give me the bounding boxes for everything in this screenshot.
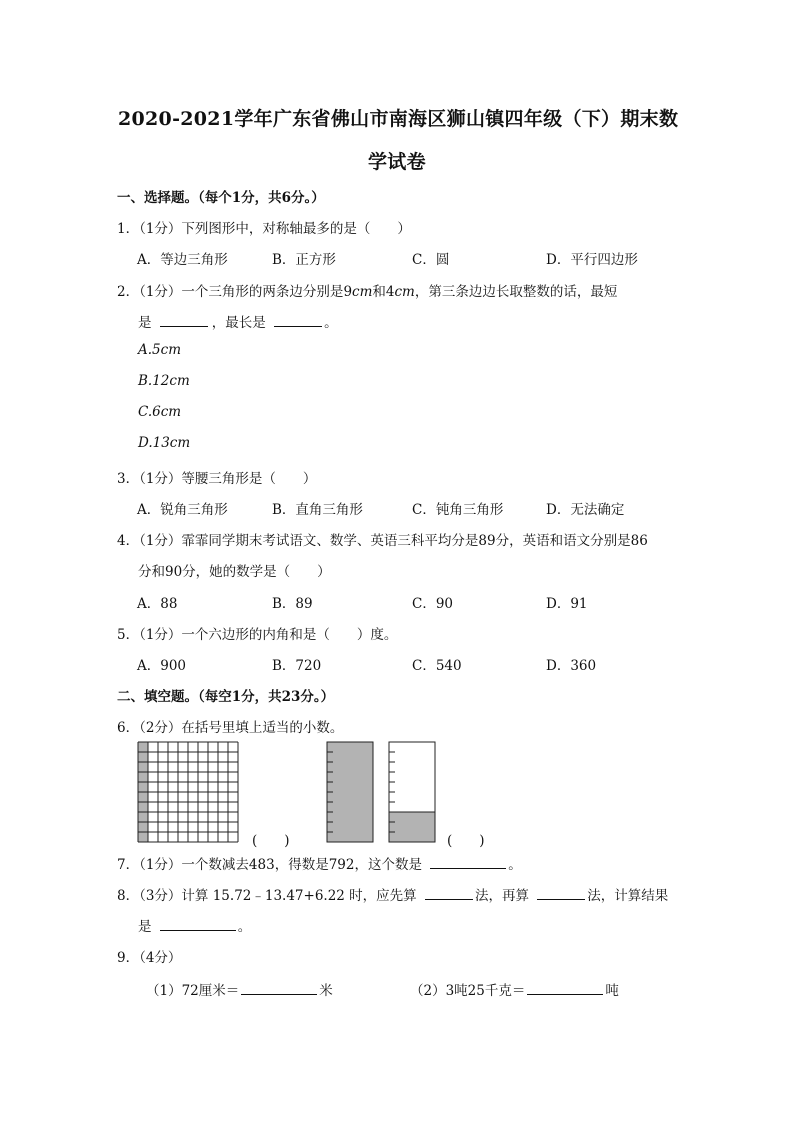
q2-option-a: A.5cm — [138, 342, 181, 358]
q5-option-b: B．720 — [272, 658, 322, 674]
q2-stem-start: 2．（1分）一个三角形的两条边分别是 — [117, 284, 344, 300]
page-title-line-1: 2020-2021学年广东省佛山市南海区狮山镇四年级（下）期末数 — [118, 108, 679, 130]
q4-option-b: B．89 — [272, 596, 313, 612]
q7-end: 。 — [508, 857, 522, 873]
question-4-line-1: 4．（1分）霏霏同学期末考试语文、数学、英语三科平均分是89分，英语和语文分别是86 — [117, 533, 648, 549]
q8-blank-first-op[interactable] — [425, 885, 473, 900]
q4-option-d: D．91 — [546, 596, 588, 612]
q3-option-c: C．钝角三角形 — [412, 502, 504, 518]
q5-option-a: A．900 — [137, 658, 187, 674]
question-2-stem — [117, 280, 617, 300]
question-3-stem: 3．（1分）等腰三角形是（ ） — [117, 471, 317, 487]
section-heading-choice: 一、选择题。（每个1分，共6分。） — [117, 190, 325, 206]
question-4-line-2: 分和90分，她的数学是（ ） — [138, 564, 331, 580]
q2-unit-1: cm — [352, 284, 373, 300]
q2-line2-end: 。 — [324, 315, 338, 331]
question-9-stem: 9．（4分） — [117, 950, 182, 966]
q2-blank-longest[interactable] — [274, 312, 322, 327]
bar2-fill — [389, 812, 435, 842]
bar1-fill — [327, 742, 373, 842]
q8-line2-end: 。 — [237, 919, 252, 935]
q6-paren-1[interactable]: ( ) — [252, 833, 290, 849]
q1-option-c: C．圆 — [412, 252, 450, 268]
q8-blank-result[interactable] — [160, 916, 236, 931]
page-title-line-2: 学试卷 — [368, 151, 426, 173]
q9-part-1 — [146, 979, 333, 999]
question-8-line-2 — [138, 915, 251, 935]
q2-option-d: D.13cm — [138, 435, 191, 451]
q1-option-b: B．正方形 — [272, 252, 336, 268]
q9-part2-text: （2）3吨25千克＝ — [410, 983, 526, 999]
q7-text: 7．（1分）一个数减去483，得数是792，这个数是 — [117, 857, 422, 873]
q8-text-start: 8．（3分）计算 15.72﹣13.47+6.22 时，应先算 — [117, 888, 417, 904]
question-8-line-1 — [117, 884, 668, 904]
q8-blank-second-op[interactable] — [537, 885, 585, 900]
q9-part-2 — [410, 979, 619, 999]
q3-option-a: A．锐角三角形 — [137, 502, 228, 518]
q9-part1-unit: 米 — [319, 983, 333, 999]
q9-part1-blank[interactable] — [241, 980, 317, 995]
q2-blank-shortest[interactable] — [160, 312, 208, 327]
q8-line2-start: 是 — [138, 919, 152, 935]
q2-line2-start: 是 — [138, 315, 152, 331]
q1-option-d: D．平行四边形 — [546, 252, 638, 268]
q4-option-a: A．88 — [137, 596, 178, 612]
q8-text-mid: 法，再算 — [474, 888, 529, 904]
q3-option-d: D．无法确定 — [546, 502, 625, 518]
q7-answer-blank[interactable] — [430, 854, 506, 869]
q5-option-c: C．540 — [412, 658, 462, 674]
q2-value-2: 4 — [385, 284, 395, 300]
q6-paren-2[interactable]: ( ) — [447, 833, 485, 849]
question-2-line-2 — [138, 311, 338, 331]
q2-and: 和 — [372, 284, 386, 300]
question-7-stem — [117, 853, 522, 873]
q3-option-b: B．直角三角形 — [272, 502, 363, 518]
section-heading-fill: 二、填空题。（每空1分，共23分。） — [117, 689, 335, 705]
q1-option-a: A．等边三角形 — [137, 252, 228, 268]
q4-option-c: C．90 — [412, 596, 454, 612]
question-5-stem: 5．（1分）一个六边形的内角和是（ ）度。 — [117, 627, 398, 643]
question-1-stem: 1．（1分）下列图形中，对称轴最多的是（ ） — [117, 221, 411, 237]
ruler-bar-full-figure — [326, 741, 376, 843]
q9-part1-text: （1）72厘米＝ — [146, 983, 240, 999]
question-6-stem: 6．（2分）在括号里填上适当的小数。 — [117, 720, 344, 736]
q8-text-end: 法，计算结果 — [587, 888, 669, 904]
q9-part2-blank[interactable] — [527, 980, 603, 995]
q2-stem-end: ，第三条边边长取整数的话，最短 — [414, 284, 618, 300]
q5-option-d: D．360 — [546, 658, 597, 674]
hundred-grid-figure — [137, 741, 239, 843]
q9-part2-unit: 吨 — [605, 983, 619, 999]
ruler-bar-partial-figure — [388, 741, 438, 843]
q2-unit-2: cm — [394, 284, 415, 300]
q2-value-1: 9 — [343, 284, 353, 300]
q2-line2-mid: ，最长是 — [211, 315, 266, 331]
q2-option-c: C.6cm — [138, 404, 182, 420]
q2-option-b: B.12cm — [138, 373, 190, 389]
